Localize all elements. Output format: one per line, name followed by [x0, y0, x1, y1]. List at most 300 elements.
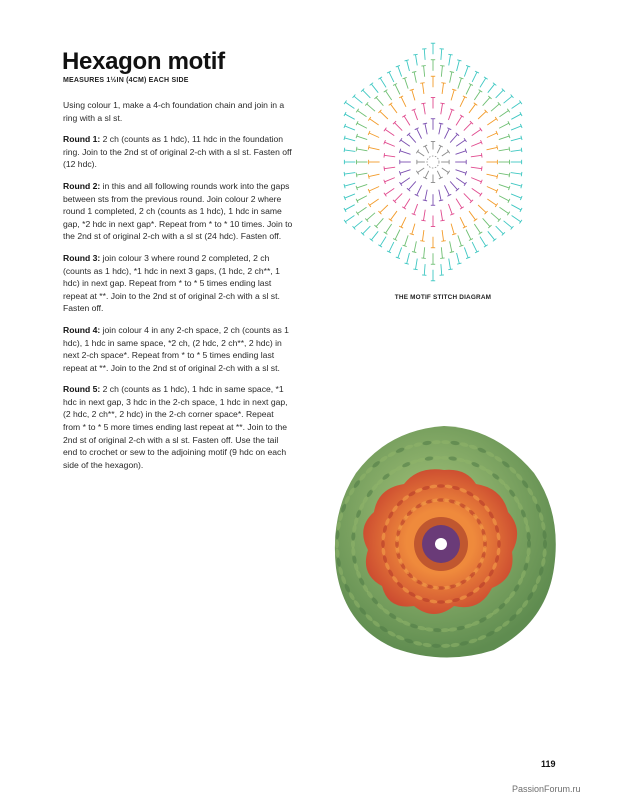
stitch-symbol: [456, 116, 462, 125]
stitch-symbol: [386, 224, 392, 233]
stitch-symbol: [369, 186, 379, 191]
stitch-bar: [507, 212, 509, 216]
yarn-stitch: [335, 540, 339, 549]
stitch-bar: [519, 220, 521, 224]
stitch-bar: [481, 166, 482, 170]
stitch-symbol: [415, 259, 417, 270]
stitch-symbol: [472, 129, 481, 135]
stitch-symbol: [344, 173, 355, 174]
stitch-bar: [521, 148, 522, 152]
stitch-symbol: [357, 111, 366, 117]
stitch-bar: [384, 232, 388, 234]
stitch-symbol: [400, 170, 410, 174]
stitch-bar: [344, 136, 345, 140]
stitch-bar: [344, 172, 345, 176]
stitch-bar: [416, 171, 418, 175]
stitch-symbol: [414, 110, 418, 120]
stitch-symbol: [380, 111, 388, 119]
watermark: PassionForum.ru: [512, 784, 581, 794]
stitch-bar: [439, 123, 443, 124]
stitch-bar: [457, 263, 461, 264]
round-label: Round 2:: [63, 180, 101, 191]
page-title: Hexagon motif: [62, 48, 225, 75]
stitch-symbol: [483, 218, 490, 226]
stitch-bar: [448, 269, 452, 270]
yarn-stitch: [381, 540, 385, 548]
stitch-symbol: [437, 146, 441, 153]
stitch-symbol: [512, 216, 521, 222]
yarn-stitch: [437, 600, 445, 604]
stitch-symbol: [442, 168, 449, 173]
stitch-symbol: [472, 188, 481, 194]
yarn-stitch: [497, 540, 501, 548]
stitch-symbol: [385, 188, 394, 194]
stitch-symbol: [458, 235, 462, 245]
stitch-symbol: [345, 183, 356, 186]
page-number: 119: [541, 759, 556, 769]
stitch-bar: [384, 153, 385, 157]
stitch-symbol: [442, 83, 443, 94]
stitch-symbol: [398, 247, 402, 257]
stitch-symbol: [401, 97, 406, 107]
stitch-symbol: [487, 133, 497, 138]
stitch-bar: [344, 220, 346, 224]
stitch-symbol: [441, 210, 443, 221]
stitch-symbol: [407, 253, 410, 264]
stitch-symbol: [401, 217, 406, 227]
stitch-symbol: [371, 231, 378, 240]
stitch-symbol: [401, 140, 410, 146]
stitch-symbol: [456, 151, 466, 155]
stitch-symbol: [414, 204, 418, 214]
stitch-symbol: [442, 151, 449, 156]
stitch-symbol: [345, 205, 355, 210]
stitch-bar: [389, 219, 393, 222]
stitch-bar: [420, 83, 424, 84]
stitch-bar: [441, 83, 445, 84]
stitch-symbol: [398, 66, 402, 76]
stitch-symbol: [499, 184, 509, 188]
stitch-bar: [479, 90, 483, 92]
stitch-symbol: [422, 230, 423, 241]
stitch-symbol: [395, 123, 403, 131]
stitch-symbol: [345, 102, 354, 108]
stitch-symbol: [487, 147, 498, 149]
round-paragraph: [63, 133, 293, 171]
stitch-symbol: [422, 83, 423, 94]
stitch-symbol: [457, 60, 460, 71]
stitch-symbol: [511, 114, 521, 119]
stitch-symbol: [437, 171, 441, 178]
round-paragraph: [63, 383, 293, 471]
stitch-symbol: [511, 173, 522, 174]
stitch-bar: [480, 193, 482, 197]
stitch-bar: [450, 72, 454, 73]
stitch-symbol: [395, 230, 400, 240]
stitch-symbol: [499, 111, 508, 117]
stitch-symbol: [389, 242, 394, 252]
stitch-bar: [421, 220, 425, 221]
stitch-symbol: [480, 237, 486, 246]
stitch-symbol: [412, 90, 415, 101]
stitch-diagram: [333, 40, 533, 295]
stitch-bar: [344, 184, 345, 188]
stitch-bar: [400, 182, 402, 186]
stitch-symbol: [367, 213, 375, 220]
stitch-symbol: [491, 213, 499, 220]
stitch-symbol: [418, 168, 425, 173]
stitch-symbol: [487, 199, 496, 205]
stitch-symbol: [448, 204, 452, 214]
stitch-symbol: [423, 103, 425, 114]
stitch-bar: [344, 100, 346, 104]
stitch-symbol: [376, 97, 383, 105]
stitch-symbol: [511, 138, 522, 141]
stitch-symbol: [499, 207, 508, 213]
stitch-symbol: [449, 55, 451, 66]
stitch-symbol: [458, 78, 462, 88]
stitch-bar: [410, 89, 414, 90]
stitch-symbol: [471, 155, 482, 156]
stitch-bar: [447, 150, 449, 154]
stitch-symbol: [450, 72, 452, 83]
stitch-symbol: [369, 174, 380, 176]
stitch-symbol: [511, 150, 522, 151]
stitch-symbol: [354, 96, 362, 103]
stitch-symbol: [439, 190, 441, 201]
stitch-symbol: [491, 104, 499, 111]
stitch-bar: [439, 200, 443, 201]
stitch-bar: [509, 147, 510, 151]
stitch-symbol: [464, 66, 468, 76]
stitch-symbol: [471, 167, 482, 168]
stitch-bar: [464, 182, 466, 186]
stitch-bar: [356, 109, 358, 113]
stitch-symbol: [456, 178, 465, 184]
stitch-symbol: [405, 78, 409, 88]
stitch-symbol: [369, 133, 379, 138]
stitch-symbol: [444, 129, 449, 139]
stitch-symbol: [357, 149, 368, 151]
stitch-symbol: [385, 142, 395, 146]
stitch-bar: [519, 100, 521, 104]
stitch-symbol: [464, 247, 468, 257]
stitch-symbol: [488, 231, 495, 240]
stitch-bar: [495, 203, 497, 207]
stitch-bar: [416, 150, 418, 154]
stitch-symbol: [345, 138, 356, 141]
stitch-symbol: [471, 178, 481, 182]
stitch-symbol: [448, 110, 452, 120]
stitch-bar: [507, 109, 509, 113]
stitch-symbol: [407, 60, 410, 71]
stitch-symbol: [404, 116, 410, 125]
stitch-symbol: [424, 264, 425, 275]
stitch-symbol: [471, 142, 481, 146]
stitch-symbol: [441, 264, 442, 275]
stitch-symbol: [456, 140, 465, 146]
stitch-symbol: [488, 84, 495, 93]
stitch-bar: [423, 200, 427, 201]
stitch-symbol: [414, 241, 416, 252]
stitch-bar: [368, 117, 370, 121]
stitch-symbol: [456, 199, 462, 208]
stitch-bar: [423, 123, 427, 124]
stitch-symbol: [499, 196, 509, 201]
yarn-stitch: [351, 540, 355, 549]
stitch-bar: [521, 136, 522, 140]
stitch-symbol: [371, 84, 378, 93]
stitch-symbol: [380, 237, 386, 246]
stitch-bar: [495, 117, 497, 121]
stitch-symbol: [345, 216, 354, 222]
stitch-bar: [405, 263, 409, 264]
stitch-symbol: [469, 211, 476, 220]
stitch-symbol: [444, 185, 449, 195]
stitch-symbol: [441, 66, 442, 77]
stitch-bar: [412, 72, 416, 73]
stitch-symbol: [357, 196, 367, 201]
stitch-symbol: [354, 221, 362, 228]
stitch-symbol: [367, 104, 375, 111]
stitch-symbol: [466, 84, 471, 94]
stitch-bar: [356, 212, 358, 216]
round-label: Round 3:: [63, 252, 101, 263]
stitch-bar: [356, 173, 357, 177]
stitch-bar: [474, 103, 478, 106]
stitch-symbol: [405, 235, 409, 245]
stitch-symbol: [424, 49, 425, 60]
stitch-symbol: [344, 150, 355, 151]
round-paragraph: [63, 180, 293, 243]
stitch-bar: [497, 145, 498, 149]
stitch-symbol: [457, 253, 460, 264]
stitch-symbol: [478, 111, 486, 119]
yarn-stitch: [527, 540, 531, 549]
stitch-bar: [457, 60, 461, 61]
stitch-bar: [441, 241, 445, 242]
stitch-symbol: [474, 224, 480, 233]
round-text: in this and all following rounds work into the gaps between sts from the previous round. Join colour 2 where round 1 completed, 2 ch (counts as 1 hdc), 1 hdc in same gap, *2 hdc in next gap*. Repeat from * to * 10 times. Join to the 2nd st of original 2-ch with a sl st (24 hdc). Fasten off.: [63, 180, 293, 242]
stitch-bar: [384, 128, 386, 132]
stitch-bar: [405, 60, 409, 61]
stitch-symbol: [415, 55, 417, 66]
stitch-symbol: [496, 90, 504, 98]
stitch-bar: [464, 138, 466, 142]
stitch-symbol: [487, 186, 497, 191]
stitch-symbol: [451, 90, 454, 101]
stitch-symbol: [384, 155, 395, 156]
stitch-bar: [413, 269, 417, 270]
stitch-symbol: [414, 72, 416, 83]
stitch-bar: [440, 103, 444, 104]
stitch-symbol: [345, 194, 355, 198]
stitch-bar: [412, 252, 416, 253]
stitch-symbol: [384, 167, 395, 168]
stitch-bar: [452, 234, 456, 235]
stitch-symbol: [376, 218, 383, 226]
stitch-symbol: [425, 190, 427, 201]
round-text: join colour 4 in any 2-ch space, 2 ch (counts as 1 hdc), 1 hdc in same space, *2 ch, (2 hdc, 2 ch**, 2 hdc) in next 2-ch space*. Repeat from * to * 5 times ending last repeat at **. Join to the 2nd st of original 2-ch with a sl st.: [63, 324, 289, 373]
stitch-bar: [384, 90, 388, 92]
yarn-stitch: [543, 540, 547, 549]
stitch-symbol: [345, 114, 355, 119]
stitch-symbol: [370, 199, 379, 205]
stitch-symbol: [370, 119, 379, 125]
stitch-bar: [450, 252, 454, 253]
stitch-bar: [413, 54, 417, 55]
stitch-symbol: [386, 91, 392, 100]
stitch-symbol: [460, 97, 465, 107]
stitch-symbol: [499, 136, 509, 140]
foundation-ring: [427, 156, 439, 168]
stitch-symbol: [417, 129, 422, 139]
stitch-symbol: [496, 226, 504, 234]
stitch-symbol: [474, 91, 480, 100]
stitch-symbol: [464, 193, 472, 201]
stitch-bar: [389, 103, 393, 106]
stitch-bar: [479, 232, 483, 234]
stitch-symbol: [409, 134, 416, 142]
stitch-symbol: [424, 66, 425, 77]
motif-center-hole: [435, 538, 447, 550]
stitch-symbol: [511, 183, 522, 186]
stitch-bar: [474, 219, 478, 222]
stitch-symbol: [400, 151, 410, 155]
stitch-symbol: [395, 193, 403, 201]
measurement-subtitle: MEASURES 1½IN (4CM) EACH SIDE: [63, 77, 189, 84]
intro-paragraph: Using colour 1, make a 4-ch foundation chain and join in a ring with a sl st.: [63, 100, 285, 123]
stitch-symbol: [390, 211, 397, 220]
stitch-symbol: [409, 181, 416, 189]
stitch-bar: [368, 203, 370, 207]
stitch-symbol: [512, 102, 521, 108]
stitch-symbol: [450, 241, 452, 252]
stitch-symbol: [472, 72, 477, 82]
stitch-symbol: [511, 126, 521, 130]
stitch-symbol: [511, 205, 521, 210]
stitch-bar: [384, 193, 386, 197]
stitch-symbol: [390, 104, 397, 113]
stitch-symbol: [404, 199, 410, 208]
stitch-bar: [521, 184, 522, 188]
stitch-bar: [440, 220, 444, 221]
stitch-symbol: [385, 178, 395, 182]
stitch-symbol: [487, 119, 496, 125]
stitch-symbol: [456, 170, 466, 174]
stitch-symbol: [499, 149, 510, 151]
stitch-bar: [356, 147, 357, 151]
stitch-bar: [421, 103, 425, 104]
motif-photo: [326, 418, 566, 668]
round-label: Round 4:: [63, 324, 101, 335]
stitch-symbol: [464, 123, 472, 131]
stitch-symbol: [441, 103, 443, 114]
round-label: Round 1:: [63, 134, 101, 145]
stitch-symbol: [369, 147, 380, 149]
stitch-symbol: [499, 173, 510, 175]
stitch-symbol: [499, 123, 509, 128]
stitch-bar: [509, 173, 510, 177]
round-paragraph: [63, 252, 293, 315]
stitch-bar: [384, 166, 385, 170]
diagram-caption: THE MOTIF STITCH DIAGRAM: [394, 294, 492, 301]
round-text: join colour 3 where round 2 completed, 2 ch (counts as 1 hdc), *1 hdc in next 3 gaps, (1 hdc, 2 ch**, 1 hdc) in next gap. Repeat from * to * 5 times ending last repeat at **. Join to the 2nd st of original 2-ch with a sl st. Fasten off.: [63, 252, 280, 314]
stitch-symbol: [469, 104, 476, 113]
stitch-symbol: [450, 181, 457, 189]
stitch-symbol: [363, 226, 371, 234]
stitch-symbol: [389, 72, 394, 82]
stitch-bar: [448, 54, 452, 55]
stitch-symbol: [439, 124, 441, 135]
stitch-symbol: [487, 174, 498, 176]
round-label: Round 5:: [63, 384, 101, 395]
stitch-symbol: [441, 49, 442, 60]
stitch-symbol: [472, 242, 477, 252]
stitch-symbol: [357, 173, 368, 175]
stitch-bar: [447, 171, 449, 175]
stitch-bar: [400, 138, 402, 142]
instructions: [63, 99, 293, 480]
stitch-bar: [480, 128, 482, 132]
stitch-bar: [521, 172, 522, 176]
stitch-symbol: [425, 124, 427, 135]
stitch-symbol: [418, 151, 425, 156]
stitch-symbol: [425, 171, 429, 178]
yarn-stitch: [437, 484, 445, 488]
stitch-symbol: [449, 259, 451, 270]
stitch-symbol: [363, 90, 371, 98]
stitch-symbol: [357, 207, 366, 213]
round-paragraph: [63, 324, 293, 374]
stitch-symbol: [385, 129, 394, 135]
stitch-bar: [368, 174, 369, 178]
stitch-bar: [452, 89, 456, 90]
stitch-symbol: [395, 84, 400, 94]
stitch-symbol: [424, 247, 425, 258]
stitch-symbol: [423, 210, 425, 221]
stitch-symbol: [451, 224, 454, 235]
stitch-bar: [420, 241, 424, 242]
stitch-symbol: [357, 136, 367, 140]
stitch-symbol: [401, 178, 410, 184]
stitch-symbol: [480, 78, 486, 87]
stitch-symbol: [466, 230, 471, 240]
stitch-symbol: [450, 134, 457, 142]
stitch-symbol: [504, 96, 512, 103]
stitch-symbol: [511, 194, 521, 198]
stitch-symbol: [412, 224, 415, 235]
stitch-symbol: [417, 185, 422, 195]
stitch-symbol: [504, 221, 512, 228]
stitch-symbol: [357, 184, 367, 188]
stitch-symbol: [483, 97, 490, 105]
stitch-symbol: [442, 230, 443, 241]
stitch-bar: [344, 148, 345, 152]
stitch-symbol: [478, 205, 486, 213]
round-text: 2 ch (counts as 1 hdc), 1 hdc in same space, *1 hdc in next gap, 3 hdc in the 2-ch space, 1 hdc in next gap, (2 hdc, 2 ch**, 2 hdc) in the 2-ch corner space*. Repeat from * to * 5 more times ending last repeat at **. Join to the 2nd st of original 2-ch with a sl st. Fasten off. Use the tail end to crochet or sew to the adjoining motif (9 hdc on each side of the hexagon).: [63, 384, 288, 470]
stitch-symbol: [380, 205, 388, 213]
stitch-symbol: [441, 247, 442, 258]
stitch-symbol: [425, 146, 429, 153]
stitch-bar: [368, 145, 369, 149]
round-text: 2 ch (counts as 1 hdc), 11 hdc in the foundation ring. Join to the 2nd st of original 2-ch with a sl st. Fasten off (12 hdc).: [63, 134, 292, 170]
stitch-bar: [497, 174, 498, 178]
stitch-symbol: [357, 123, 367, 128]
stitch-symbol: [460, 217, 465, 227]
stitch-symbol: [380, 78, 386, 87]
stitch-bar: [481, 153, 482, 157]
